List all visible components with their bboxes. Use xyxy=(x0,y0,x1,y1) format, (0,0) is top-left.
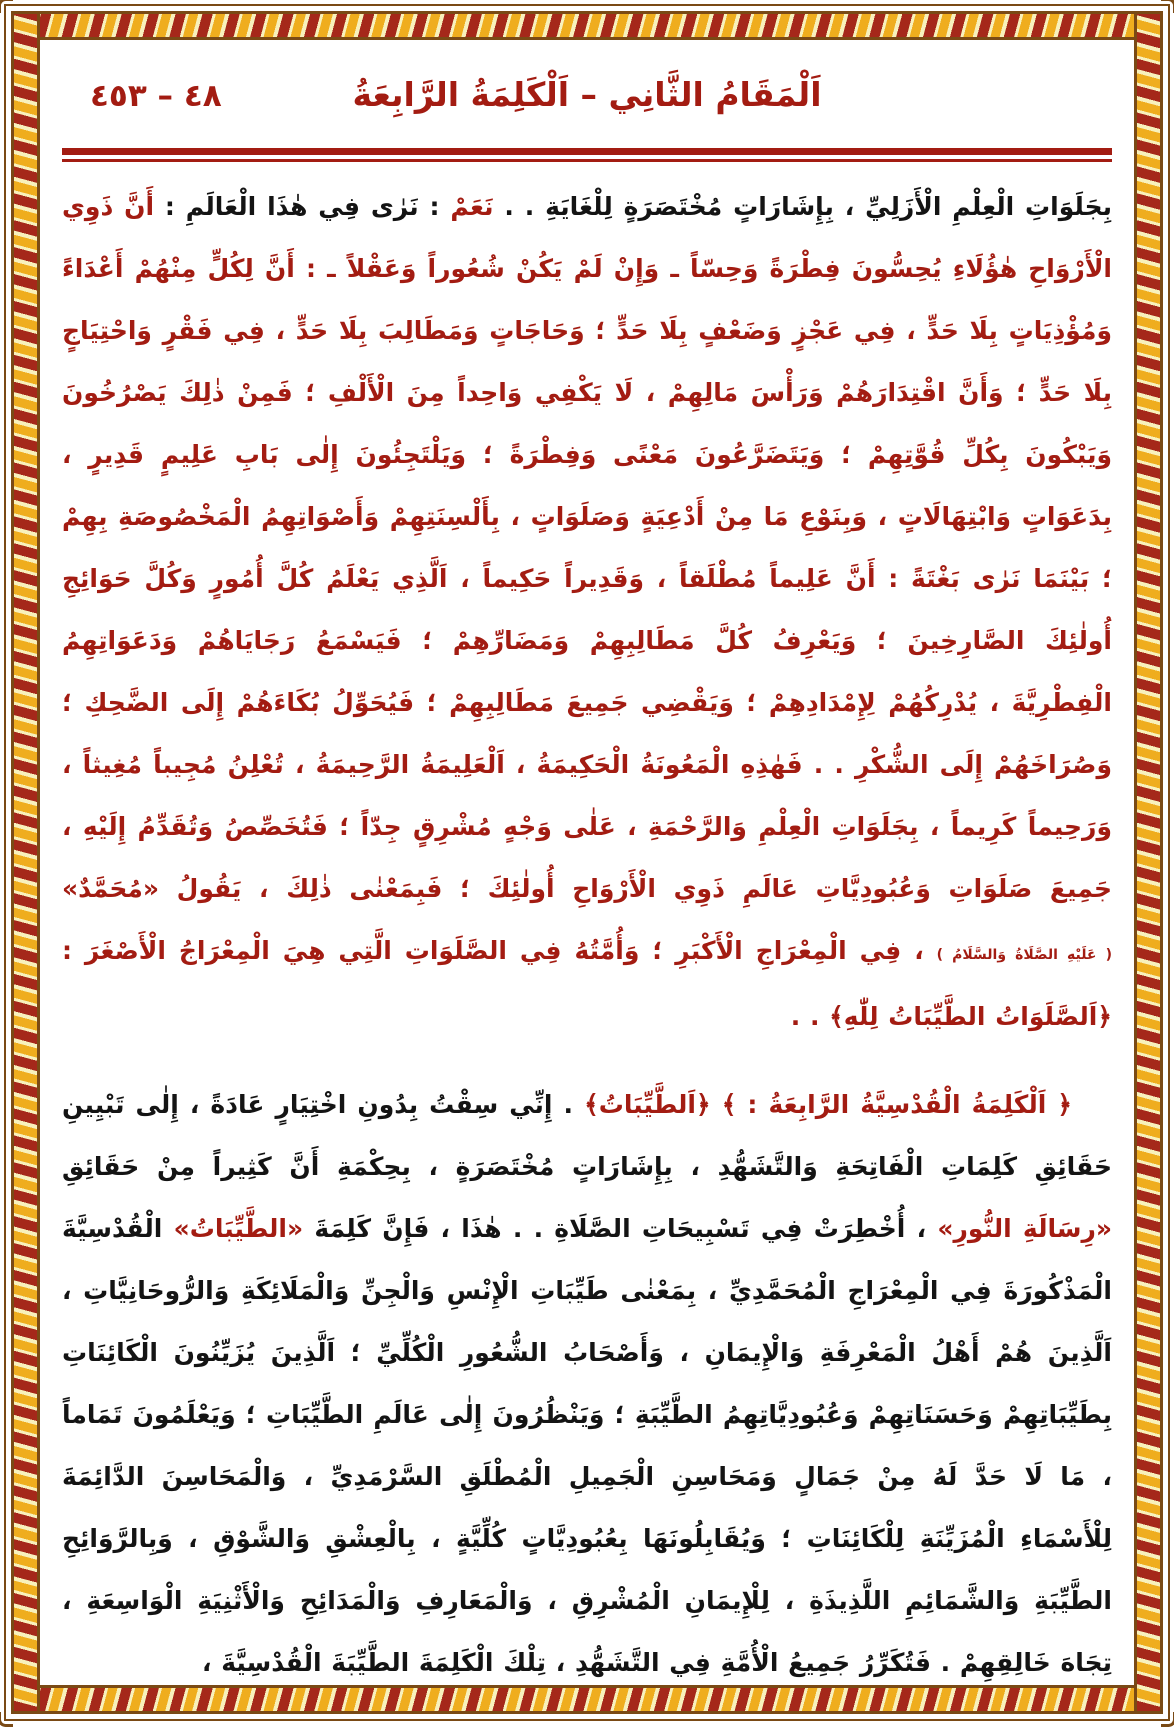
text-segment: الْقُدْسِيَّةَ الْمَذْكُورَةَ فِي الْمِعْرَاجِ الْمُحَمَّدِيِّ ، بِمَعْنٰى طَيِّبَاتِ الْإِنْسِ وَالْجِنِّ وَالْمَلَائِكَةِ وَالرُّوحَانِيَّاتِ ، اَلَّذِينَ هُمْ أَهْلُ الْمَعْرِفَةِ وَالْإِيمَانِ ، وَأَصْحَابُ الشُّعُورِ الْكُلِّيِّ ؛ اَلَّذِينَ يُزَيِّنُونَ الْكَائِنَاتِ بِطَيِّبَاتِهِمْ وَحَسَنَاتِهِمْ وَعُبُودِيَّاتِهِمُ الطَّيِّبَةِ ؛ وَيَنْظُرُونَ إِلٰى عَالَمِ الطَّيِّبَاتِ ؛ وَيَعْلَمُونَ تَمَاماً ، مَا لَا حَدَّ لَهُ مِنْ جَمَالٍ وَمَحَاسِنِ الْجَمِيلِ الْمُطْلَقِ السَّرْمَدِيِّ ، وَالْمَحَاسِنَ الدَّائِمَةَ لِلْأَسْمَاءِ الْمُزَيِّنَةِ لِلْكَائِنَاتِ ؛ وَيُقَابِلُونَهَا بِعُبُودِيَّاتٍ كُلِّيَّةٍ ، بِالْعِشْقِ وَالشَّوْقِ ، وَبِالرَّوَائِحِ الطَّيِّبَةِ وَالشَّمَائِمِ اللَّذِيذَةِ ، لِلْإِيمَانِ الْمُشْرِقِ ، وَالْمَعَارِفِ وَالْمَدَائِحِ وَالْأَثْنِيَةِ الْوَاسِعَةِ ، تِجَاهَ خَالِقِهِمْ . فَتُكَرِّرُ جَمِيعُ الْأُمَّةِ فِي التَّشَهُّدِ ، تِلْكَ الْكَلِمَةَ الطَّيِّبَةَ الْقُدْسِيَّةَ ، xyxy=(62,1214,1112,1677)
text-segment: ﴿ اَلْكَلِمَةُ الْقُدْسِيَّةُ الرَّابِعَةُ : ﴾ ﴿اَلطَّيِّبَاتُ﴾ xyxy=(584,1090,1073,1119)
header-double-rule xyxy=(62,148,1112,162)
page-title: اَلْمَقَامُ الثَّانِي – اَلْكَلِمَةُ الرَّابِعَةُ xyxy=(352,75,822,114)
text-segment: بِجَلَوَاتِ الْعِلْمِ الْأَزَلِيِّ ، بِإِشَارَاتٍ مُخْتَصَرَةٍ لِلْغَايَةِ . . xyxy=(493,192,1112,221)
text-segment: : نَرٰى فِي هٰذَا الْعَالَمِ : xyxy=(154,192,451,221)
text-segment: أَنَّ ذَوِي الْأَرْوَاحِ هٰؤُلَاءِ يُحِسُّونَ فِطْرَةً وَحِسّاً ـ وَإِنْ لَمْ يَكُنْ شُعُوراً وَعَقْلاً ـ : أَنَّ لِكُلٍّ مِنْهُمْ أَعْدَاءً وَمُؤْذِيَاتٍ بِلَا حَدٍّ ، فِي عَجْزٍ وَضَعْفٍ بِلَا حَدٍّ ؛ وَحَاجَاتٍ وَمَطَالِبَ بِلَا حَدٍّ ، فِي فَقْرٍ وَاحْتِيَاجٍ بِلَا حَدٍّ ؛ وَأَنَّ اقْتِدَارَهُمْ وَرَأْسَ مَالِهِمْ ، لَا يَكْفِي وَاحِداً مِنَ الْأَلْفِ ؛ فَمِنْ ذٰلِكَ يَصْرُخُونَ وَيَبْكُونَ بِكُلِّ قُوَّتِهِمْ ؛ وَيَتَضَرَّعُونَ مَعْنًى وَفِطْرَةً ؛ وَيَلْتَجِئُونَ إِلٰى بَابِ عَلِيمٍ قَدِيرٍ ، بِدَعَوَاتٍ وَابْتِهَالَاتٍ ، وَبِنَوْعِ مَا مِنْ أَدْعِيَةٍ وَصَلَوَاتٍ ، بِأَلْسِنَتِهِمْ وَأَصْوَاتِهِمُ الْمَخْصُوصَةِ بِهِمْ ؛ بَيْنَمَا نَرٰى بَغْتَةً : أَنَّ عَلِيماً مُطْلَقاً ، وَقَدِيراً حَكِيماً ، اَلَّذِي يَعْلَمُ كُلَّ أُمُورٍ وَكُلَّ حَوَائِجِ أُولٰئِكَ الصَّارِخِينَ ؛ وَيَعْرِفُ كُلَّ مَطَالِبِهِمْ وَمَضَارِّهِمْ ؛ فَيَسْمَعُ رَجَايَاهُمْ وَدَعَوَاتِهِمُ الْفِطْرِيَّةَ ، يُدْرِكُهُمْ لِإِمْدَادِهِمْ ؛ وَيَقْضِي جَمِيعَ مَطَالِبِهِمْ ؛ فَيُحَوِّلُ بُكَاءَهُمْ إِلَى الضَّحِكِ ؛ وَصُرَاخَهُمْ إِلَى الشُّكْرِ . . فَهٰذِهِ الْمَعُونَةُ الْحَكِيمَةُ ، اَلْعَلِيمَةُ الرَّحِيمَةُ ، تُعْلِنُ مُجِيباً مُغِيثاً ، وَرَحِيماً كَرِيماً ، بِجَلَوَاتِ الْعِلْمِ وَالرَّحْمَةِ ، عَلٰى وَجْهٍ مُشْرِقٍ جِدّاً ؛ فَتُخَصِّصُ وَتُقَدِّمُ إِلَيْهِ ، جَمِيعَ صَلَوَاتِ وَعُبُودِيَّاتِ عَالَمِ ذَوِي الْأَرْوَاحِ أُولٰئِكَ ؛ فَبِمَعْنٰى ذٰلِكَ ، يَقُولُ «مُحَمَّدٌ» xyxy=(62,192,1112,903)
salawat-seal-icon: ( عَلَيْهِ الصَّلَاةُ وَالسَّلَامُ ) xyxy=(936,947,1112,963)
border-chain-left xyxy=(11,11,40,1714)
text-segment: ، فِي الْمِعْرَاجِ الْأَكْبَرِ ؛ وَأُمَّتُهُ فِي الصَّلَوَاتِ الَّتِي هِيَ الْمِعْرَاجُ الْأَصْغَرَ : ﴿اَلصَّلَوَاتُ الطَّيِّبَاتُ لِلّٰهِ﴾ . . xyxy=(62,936,1112,1031)
border-chain-top xyxy=(11,11,1163,40)
text-segment: «رِسَالَةِ النُّورِ» xyxy=(937,1214,1112,1243)
text-segment: نَعَمْ xyxy=(450,192,494,221)
corner-ornament-icon xyxy=(1161,0,1174,13)
page-content xyxy=(62,62,1112,1677)
page-header xyxy=(62,62,1112,142)
corner-ornament-icon xyxy=(0,0,13,13)
text-segment: «الطَّيِّبَاتُ» xyxy=(173,1214,304,1243)
rule-thin-line xyxy=(62,159,1112,162)
text-segment: ، أُخْطِرَتْ فِي تَسْبِيحَاتِ الصَّلَاةِ . . هٰذَا ، فَإِنَّ كَلِمَةَ xyxy=(303,1214,938,1243)
paragraph-2 xyxy=(62,1074,1112,1694)
body-text xyxy=(62,176,1112,1694)
page-numbers: ٤٨ – ٤٥٣ xyxy=(90,78,222,114)
rule-thick-line xyxy=(62,148,1112,155)
paragraph-1 xyxy=(62,176,1112,1048)
text-segment: . إِنِّي سِقْتُ بِدُونِ اخْتِيَارٍ عَادَةً ، إِلٰى تَبْيِينِ حَقَائِقِ كَلِمَاتِ الْفَاتِحَةِ وَالتَّشَهُّدِ ، بِإِشَارَاتٍ مُخْتَصَرَةٍ ، بِحِكْمَةِ أَنَّ كَثِيراً مِنْ حَقَائِقِ xyxy=(62,1090,1112,1181)
border-chain-right xyxy=(1134,11,1163,1714)
